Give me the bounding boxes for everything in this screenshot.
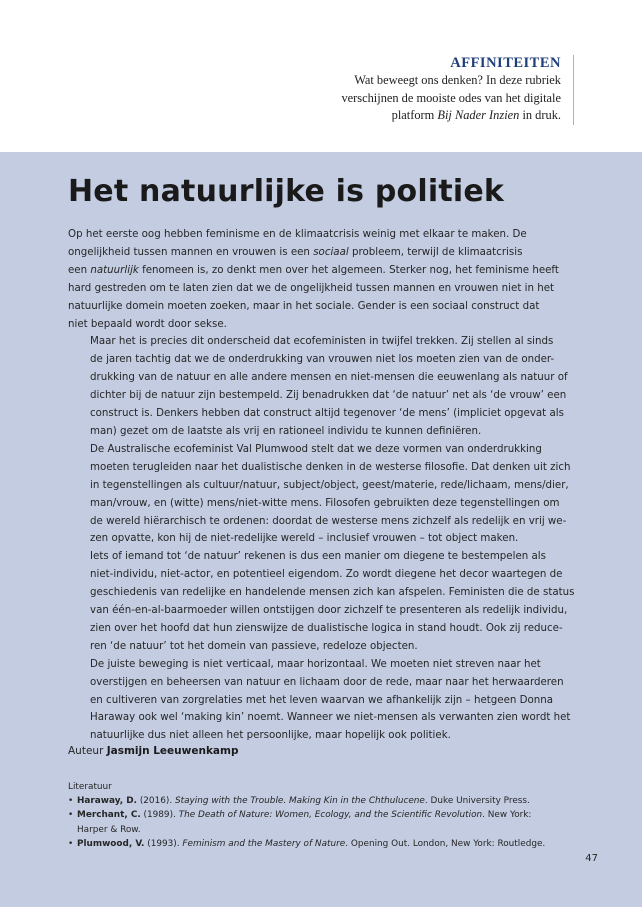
rubric-header bbox=[231, 55, 574, 125]
text-line: natuurlijke domein moeten zoeken, maar in het sociale. Gender is een sociaal construct dat bbox=[68, 299, 540, 312]
bullet: • bbox=[68, 838, 74, 849]
reference-publisher: . Opening Out. London, New York: Routledge. bbox=[345, 838, 546, 849]
bullet: • bbox=[68, 796, 74, 807]
text-line: niet-individu, niet-actor, en potentieel eigendom. Zo wordt diegene het decor waartegen de bbox=[90, 568, 563, 581]
paragraph bbox=[68, 548, 590, 655]
literature-section bbox=[68, 780, 590, 851]
reference-item bbox=[68, 808, 590, 836]
author-name: Jasmijn Leeuwenkamp bbox=[106, 745, 239, 757]
text-line: hard gestreden om te laten zien dat we de ongelijkheid tussen mannen en vrouwen niet in het bbox=[68, 281, 555, 294]
literature-heading: Literatuur bbox=[68, 782, 112, 792]
text-line: in tegenstellingen als cultuur/natuur, subject/object, geest/materie, rede/lichaam, mens/dier, bbox=[90, 478, 569, 491]
author-label: Auteur bbox=[68, 745, 104, 757]
text-line: De juiste beweging is niet verticaal, maar horizontaal. We moeten niet streven naar het bbox=[90, 657, 541, 670]
paragraph bbox=[68, 656, 590, 746]
emphasis: natuurlijk bbox=[90, 263, 139, 276]
rubric-title: AFFINITEITEN bbox=[450, 55, 561, 71]
rubric-text: in druk. bbox=[519, 108, 561, 123]
reference-title: The Death of Nature: Women, Ecology, and the Scientific Revolution bbox=[178, 810, 483, 821]
page-number: 47 bbox=[585, 853, 598, 864]
paragraph bbox=[68, 226, 590, 333]
article-title: Het natuurlijke is politiek bbox=[68, 174, 505, 209]
text-line: Maar het is precies dit onderscheid dat ecofeministen in twijfel trekken. Zij stellen al sinds bbox=[90, 335, 554, 348]
text-span: fenomeen is, zo denkt men over het algemeen. Sterker nog, het feminisme heeft bbox=[138, 263, 559, 276]
paragraph bbox=[68, 441, 590, 548]
reference-title: Feminism and the Mastery of Nature bbox=[182, 838, 346, 849]
text-line bbox=[68, 244, 590, 262]
paragraph bbox=[68, 333, 590, 440]
text-span: probleem, terwijl de klimaatcrisis bbox=[348, 245, 523, 258]
platform-name: Bij Nader Inzien bbox=[437, 108, 520, 123]
text-line: Haraway ook wel ‘making kin’ noemt. Wanneer we niet-mensen als verwanten zien wordt het bbox=[90, 711, 571, 724]
reference-continuation: Harper & Row. bbox=[77, 824, 141, 835]
text-line: en cultiveren van zorgrelaties met het leven waarvan we afhankelijk zijn – hetgeen Donna bbox=[90, 693, 554, 706]
reference-title: Staying with the Trouble. Making Kin in the Chthulucene bbox=[174, 796, 425, 807]
rubric-description bbox=[231, 72, 561, 125]
text-line: Iets of iemand tot ‘de natuur’ rekenen is dus een manier om diegene te bestempelen als bbox=[90, 550, 546, 563]
text-line: man/vrouw, en (witte) mens/niet-witte mens. Filosofen gebruikten deze tegenstellingen om bbox=[90, 496, 560, 509]
reference-year: (1993). bbox=[144, 838, 183, 849]
reference-item bbox=[68, 794, 590, 808]
reference-author: Haraway, D. bbox=[77, 796, 137, 807]
reference-author: Plumwood, V. bbox=[77, 838, 145, 849]
text-line: geschiedenis van redelijke en handelende mensen zich kan afspelen. Feministen die de status bbox=[90, 586, 575, 599]
text-line: dichter bij de natuur zijn bestempeld. Zij benadrukken dat ‘de natuur’ net als ‘de vrouw’ een bbox=[90, 389, 567, 402]
reference-year: (2016). bbox=[137, 796, 175, 807]
rubric-description-line: Wat beweegt ons denken? In deze rubriek bbox=[354, 73, 561, 87]
text-line: zien over het hoofd dat hun zienswijze de dualistische logica in stand houdt. Ook zij reduce- bbox=[90, 621, 563, 634]
bullet: • bbox=[68, 810, 74, 821]
text-line: van één-en-al-baarmoeder willen ontstijgen door zichzelf te presenteren als redelijk individu, bbox=[90, 604, 568, 617]
text-line: construct is. Denkers hebben dat construct altijd tegenover ‘de mens’ (impliciet opgevat als bbox=[90, 407, 564, 420]
reference-publisher: . Duke University Press. bbox=[424, 796, 530, 807]
text-span: ongelijkheid tussen mannen en vrouwen is een bbox=[68, 245, 314, 258]
text-line: overstijgen en beheersen van natuur en lichaam door de rede, maar naar het herwaarderen bbox=[90, 675, 564, 688]
text-line: de wereld hiërarchisch te ordenen: doordat de westerse mens zichzelf als redelijk en vrij we- bbox=[90, 514, 567, 527]
text-line: de jaren tachtig dat we de onderdrukking van vrouwen niet los moeten zien van de onder- bbox=[90, 353, 555, 366]
reference-publisher: . New York: bbox=[482, 810, 532, 821]
text-line: man) gezet om de laatste als vrij en rationeel individu te kunnen definiëren. bbox=[90, 424, 482, 437]
text-line: drukking van de natuur en alle andere mensen en niet-mensen die eeuwenlang als natuur of bbox=[90, 371, 568, 384]
author-line bbox=[68, 745, 238, 757]
text-line: zen opvatte, kon hij de niet-redelijke wereld – inclusief vrouwen – tot object maken. bbox=[90, 532, 519, 545]
text-line: De Australische ecofeminist Val Plumwood stelt dat we deze vormen van onderdrukking bbox=[90, 442, 542, 455]
reference-year: (1989). bbox=[140, 810, 179, 821]
text-line: ren ‘de natuur’ tot het domein van passieve, redeloze objecten. bbox=[90, 639, 418, 652]
rubric-description-line: verschijnen de mooiste odes van het digitale bbox=[341, 90, 561, 105]
article-body bbox=[68, 226, 590, 745]
rubric-text: platform bbox=[391, 108, 438, 123]
rubric-description-line bbox=[231, 107, 561, 125]
text-line: natuurlijke dus niet alleen het persoonlijke, maar hopelijk ook politiek. bbox=[90, 729, 451, 742]
reference-author: Merchant, C. bbox=[77, 810, 141, 821]
text-line: Op het eerste oog hebben feminisme en de klimaatcrisis weinig met elkaar te maken. De bbox=[68, 228, 527, 240]
reference-item bbox=[68, 837, 590, 851]
text-line bbox=[68, 262, 590, 280]
text-span: een bbox=[68, 263, 91, 276]
emphasis: sociaal bbox=[313, 245, 349, 258]
text-line: moeten terugleiden naar het dualistische denken in de westerse filosofie. Dat denken uit zich bbox=[90, 460, 571, 473]
text-line: niet bepaald wordt door sekse. bbox=[68, 317, 227, 330]
